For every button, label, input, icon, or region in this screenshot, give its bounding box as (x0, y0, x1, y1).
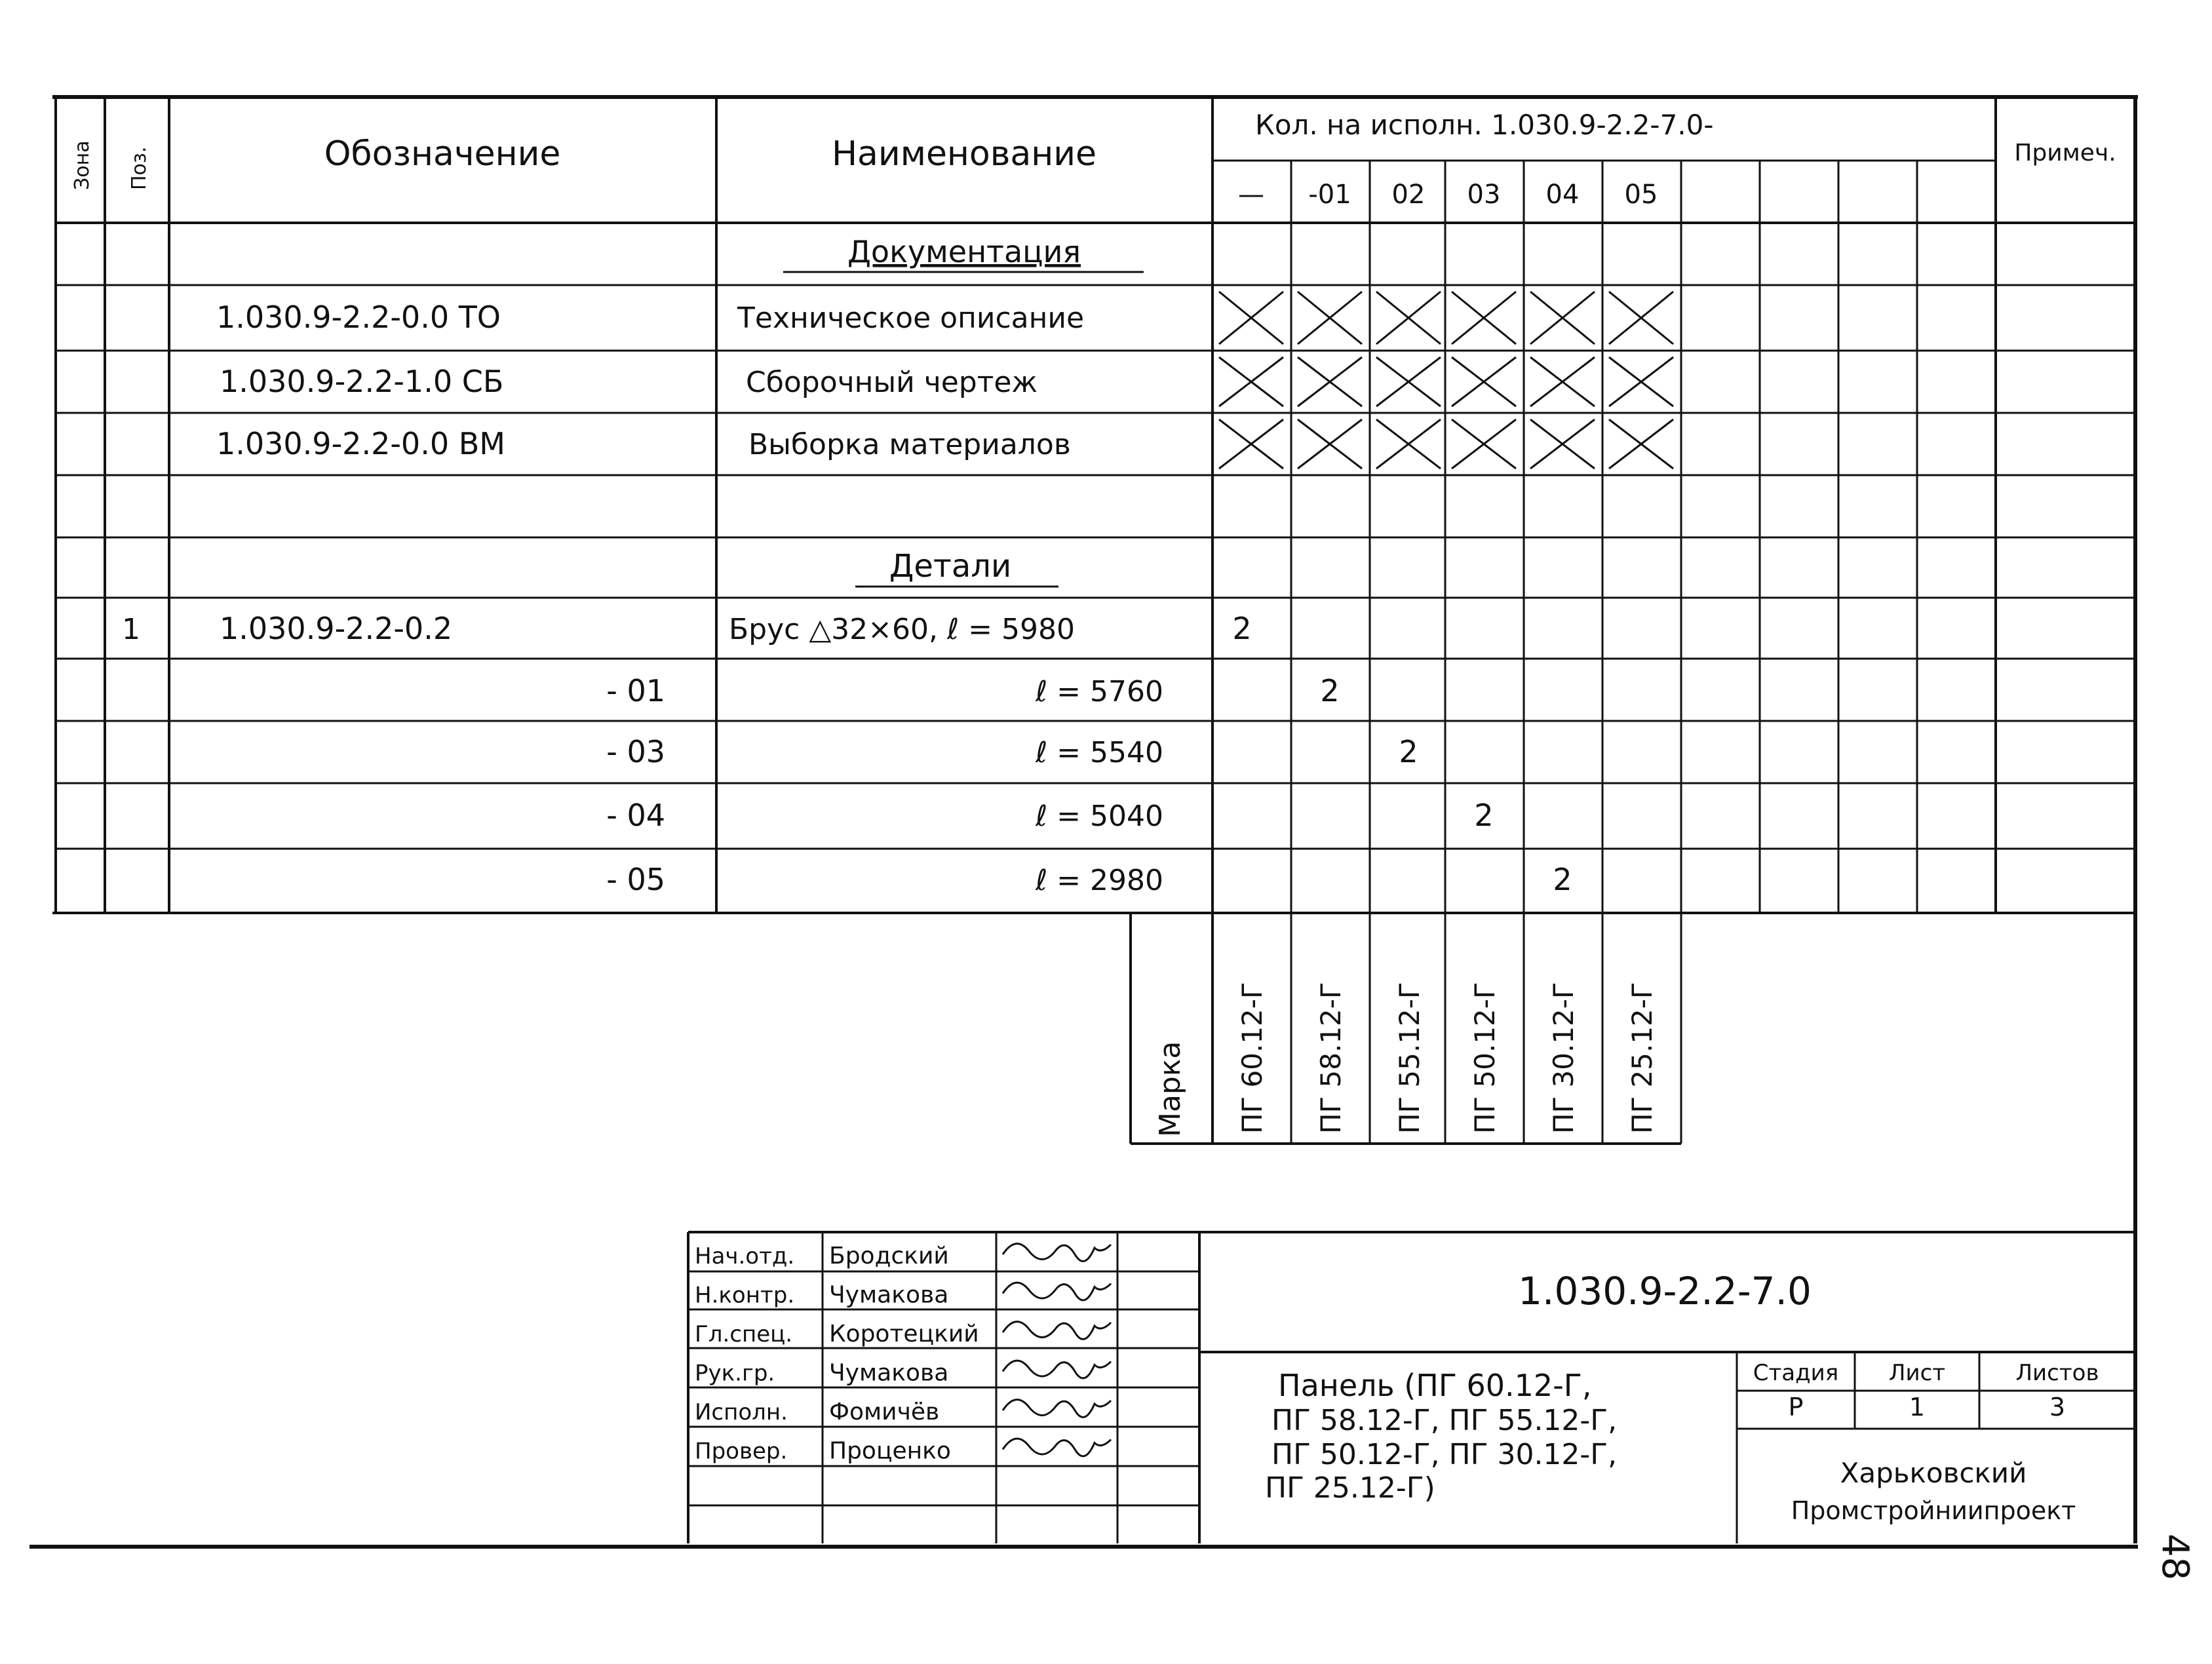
marka-label: Марка (1154, 1041, 1187, 1137)
x-mark (1219, 292, 1283, 344)
signer-name: Коротецкий (829, 1321, 979, 1347)
detail-qty: 2 (1320, 673, 1340, 708)
x-mark (1609, 419, 1673, 469)
x-mark (1376, 419, 1441, 469)
signer-name: Чумакова (829, 1359, 949, 1387)
detail-qty: 2 (1553, 862, 1572, 897)
variant-header: -01 (1308, 180, 1351, 210)
signer-role: Рук.гр. (695, 1360, 775, 1387)
zone-header: Зона (71, 140, 94, 190)
x-mark (1452, 419, 1516, 469)
stage-label: Стадия (1753, 1360, 1839, 1386)
product-line-4: ПГ 25.12-Г) (1265, 1471, 1435, 1505)
doc-designation-2: 1.030.9-2.2-1.0 СБ (220, 364, 504, 399)
name-header: Наименование (831, 134, 1097, 174)
designation-header: Обозначение (324, 134, 561, 174)
qty-header: Кол. на исполн. 1.030.9-2.2-7.0- (1255, 109, 1714, 141)
documentation-section (216, 234, 1144, 461)
stage-value: Р (1788, 1393, 1804, 1422)
mark-label: ПГ 60.12-Г (1236, 982, 1268, 1134)
sheet-label: Лист (1888, 1360, 1946, 1386)
detail-designation-3: - 03 (606, 734, 665, 769)
detail-name-3: ℓ = 5540 (1036, 736, 1163, 769)
detail-pos-1: 1 (122, 613, 140, 646)
signature-scribble (1003, 1322, 1111, 1340)
detail-qty: 2 (1399, 734, 1418, 769)
x-mark (1452, 357, 1516, 406)
sheets-label: Листов (2015, 1360, 2099, 1386)
variant-header: 05 (1624, 180, 1658, 210)
section-title-details: Детали (889, 548, 1012, 585)
x-mark (1609, 292, 1673, 344)
marks-row (1236, 982, 1658, 1134)
signature-scribble (1003, 1361, 1111, 1378)
signer-name: Бродский (829, 1243, 949, 1269)
signature-scribble (1003, 1439, 1111, 1456)
x-mark (1452, 292, 1516, 344)
x-mark (1219, 419, 1283, 469)
signer-name: Проценко (829, 1437, 951, 1465)
doc-name-3: Выборка материалов (748, 428, 1071, 461)
product-line-3: ПГ 50.12-Г, ПГ 30.12-Г, (1271, 1438, 1618, 1471)
signature-scribble (1003, 1244, 1111, 1262)
mark-label: ПГ 58.12-Г (1315, 982, 1347, 1134)
spec-header (71, 109, 2116, 190)
product-line-1: Панель (ПГ 60.12-Г, (1278, 1368, 1592, 1403)
detail-name-4: ℓ = 5040 (1036, 800, 1163, 833)
variant-header: 02 (1391, 180, 1426, 210)
doc-designation-1: 1.030.9-2.2-0.0 ТО (216, 300, 501, 335)
mark-label: ПГ 25.12-Г (1626, 982, 1658, 1134)
mark-label: ПГ 55.12-Г (1393, 982, 1426, 1134)
section-title-documentation: Документация (847, 234, 1081, 269)
page-number: 48 (2154, 1534, 2196, 1581)
detail-name-1: Брус △32×60, ℓ = 5980 (729, 613, 1075, 646)
x-mark (1298, 357, 1362, 406)
variant-headers (1238, 180, 1658, 210)
doc-name-2: Сборочный чертеж (746, 366, 1038, 399)
x-mark (1530, 419, 1595, 469)
details-section (122, 548, 1163, 897)
signatures-table (695, 1243, 1111, 1465)
signature-scribble (1003, 1283, 1111, 1300)
signer-role: Гл.спец. (695, 1321, 793, 1347)
sheets-value: 3 (2049, 1393, 2066, 1422)
organization-line-1: Харьковский (1840, 1457, 2027, 1489)
x-mark (1376, 357, 1441, 406)
signer-role: Н.контр. (695, 1282, 795, 1309)
product-line-2: ПГ 58.12-Г, ПГ 55.12-Г, (1271, 1404, 1618, 1437)
variant-header: 03 (1467, 180, 1501, 210)
detail-name-5: ℓ = 2980 (1036, 864, 1163, 897)
variant-header: — (1238, 180, 1264, 210)
signer-role: Провер. (695, 1438, 788, 1465)
marka-row (1154, 1041, 1187, 1137)
detail-designation-1: 1.030.9-2.2-0.2 (220, 611, 453, 646)
note-header: Примеч. (2014, 140, 2116, 166)
detail-designation-4: - 04 (606, 798, 665, 833)
variant-header: 04 (1545, 180, 1580, 210)
organization-line-2: Промстройниипроект (1791, 1496, 2076, 1525)
signer-role: Исполн. (695, 1399, 788, 1425)
detail-designation-5: - 05 (606, 862, 665, 897)
signature-scribble (1003, 1400, 1111, 1418)
doc-designation-3: 1.030.9-2.2-0.0 ВМ (216, 426, 505, 461)
sheet-value: 1 (1909, 1393, 1926, 1422)
detail-designation-2: - 01 (606, 673, 665, 708)
x-mark (1298, 292, 1362, 344)
detail-qty: 2 (1232, 611, 1252, 646)
x-mark (1298, 419, 1362, 469)
x-mark (1219, 357, 1283, 406)
doc-name-1: Техническое описание (737, 301, 1085, 335)
pos-header: Поз. (128, 146, 151, 190)
detail-qty: 2 (1474, 798, 1494, 833)
x-mark (1530, 292, 1595, 344)
signer-role: Нач.отд. (695, 1243, 795, 1269)
document-code: 1.030.9-2.2-7.0 (1518, 1269, 1812, 1313)
mark-label: ПГ 30.12-Г (1547, 982, 1580, 1134)
signer-name: Чумакова (829, 1281, 949, 1309)
detail-name-2: ℓ = 5760 (1036, 675, 1163, 708)
detail-quantities (1232, 611, 1572, 897)
x-mark (1609, 357, 1673, 406)
mark-label: ПГ 50.12-Г (1469, 982, 1501, 1134)
title-block-content (1265, 1269, 2099, 1525)
x-mark (1376, 292, 1441, 344)
x-mark (1530, 357, 1595, 406)
signer-name: Фомичёв (829, 1399, 940, 1425)
